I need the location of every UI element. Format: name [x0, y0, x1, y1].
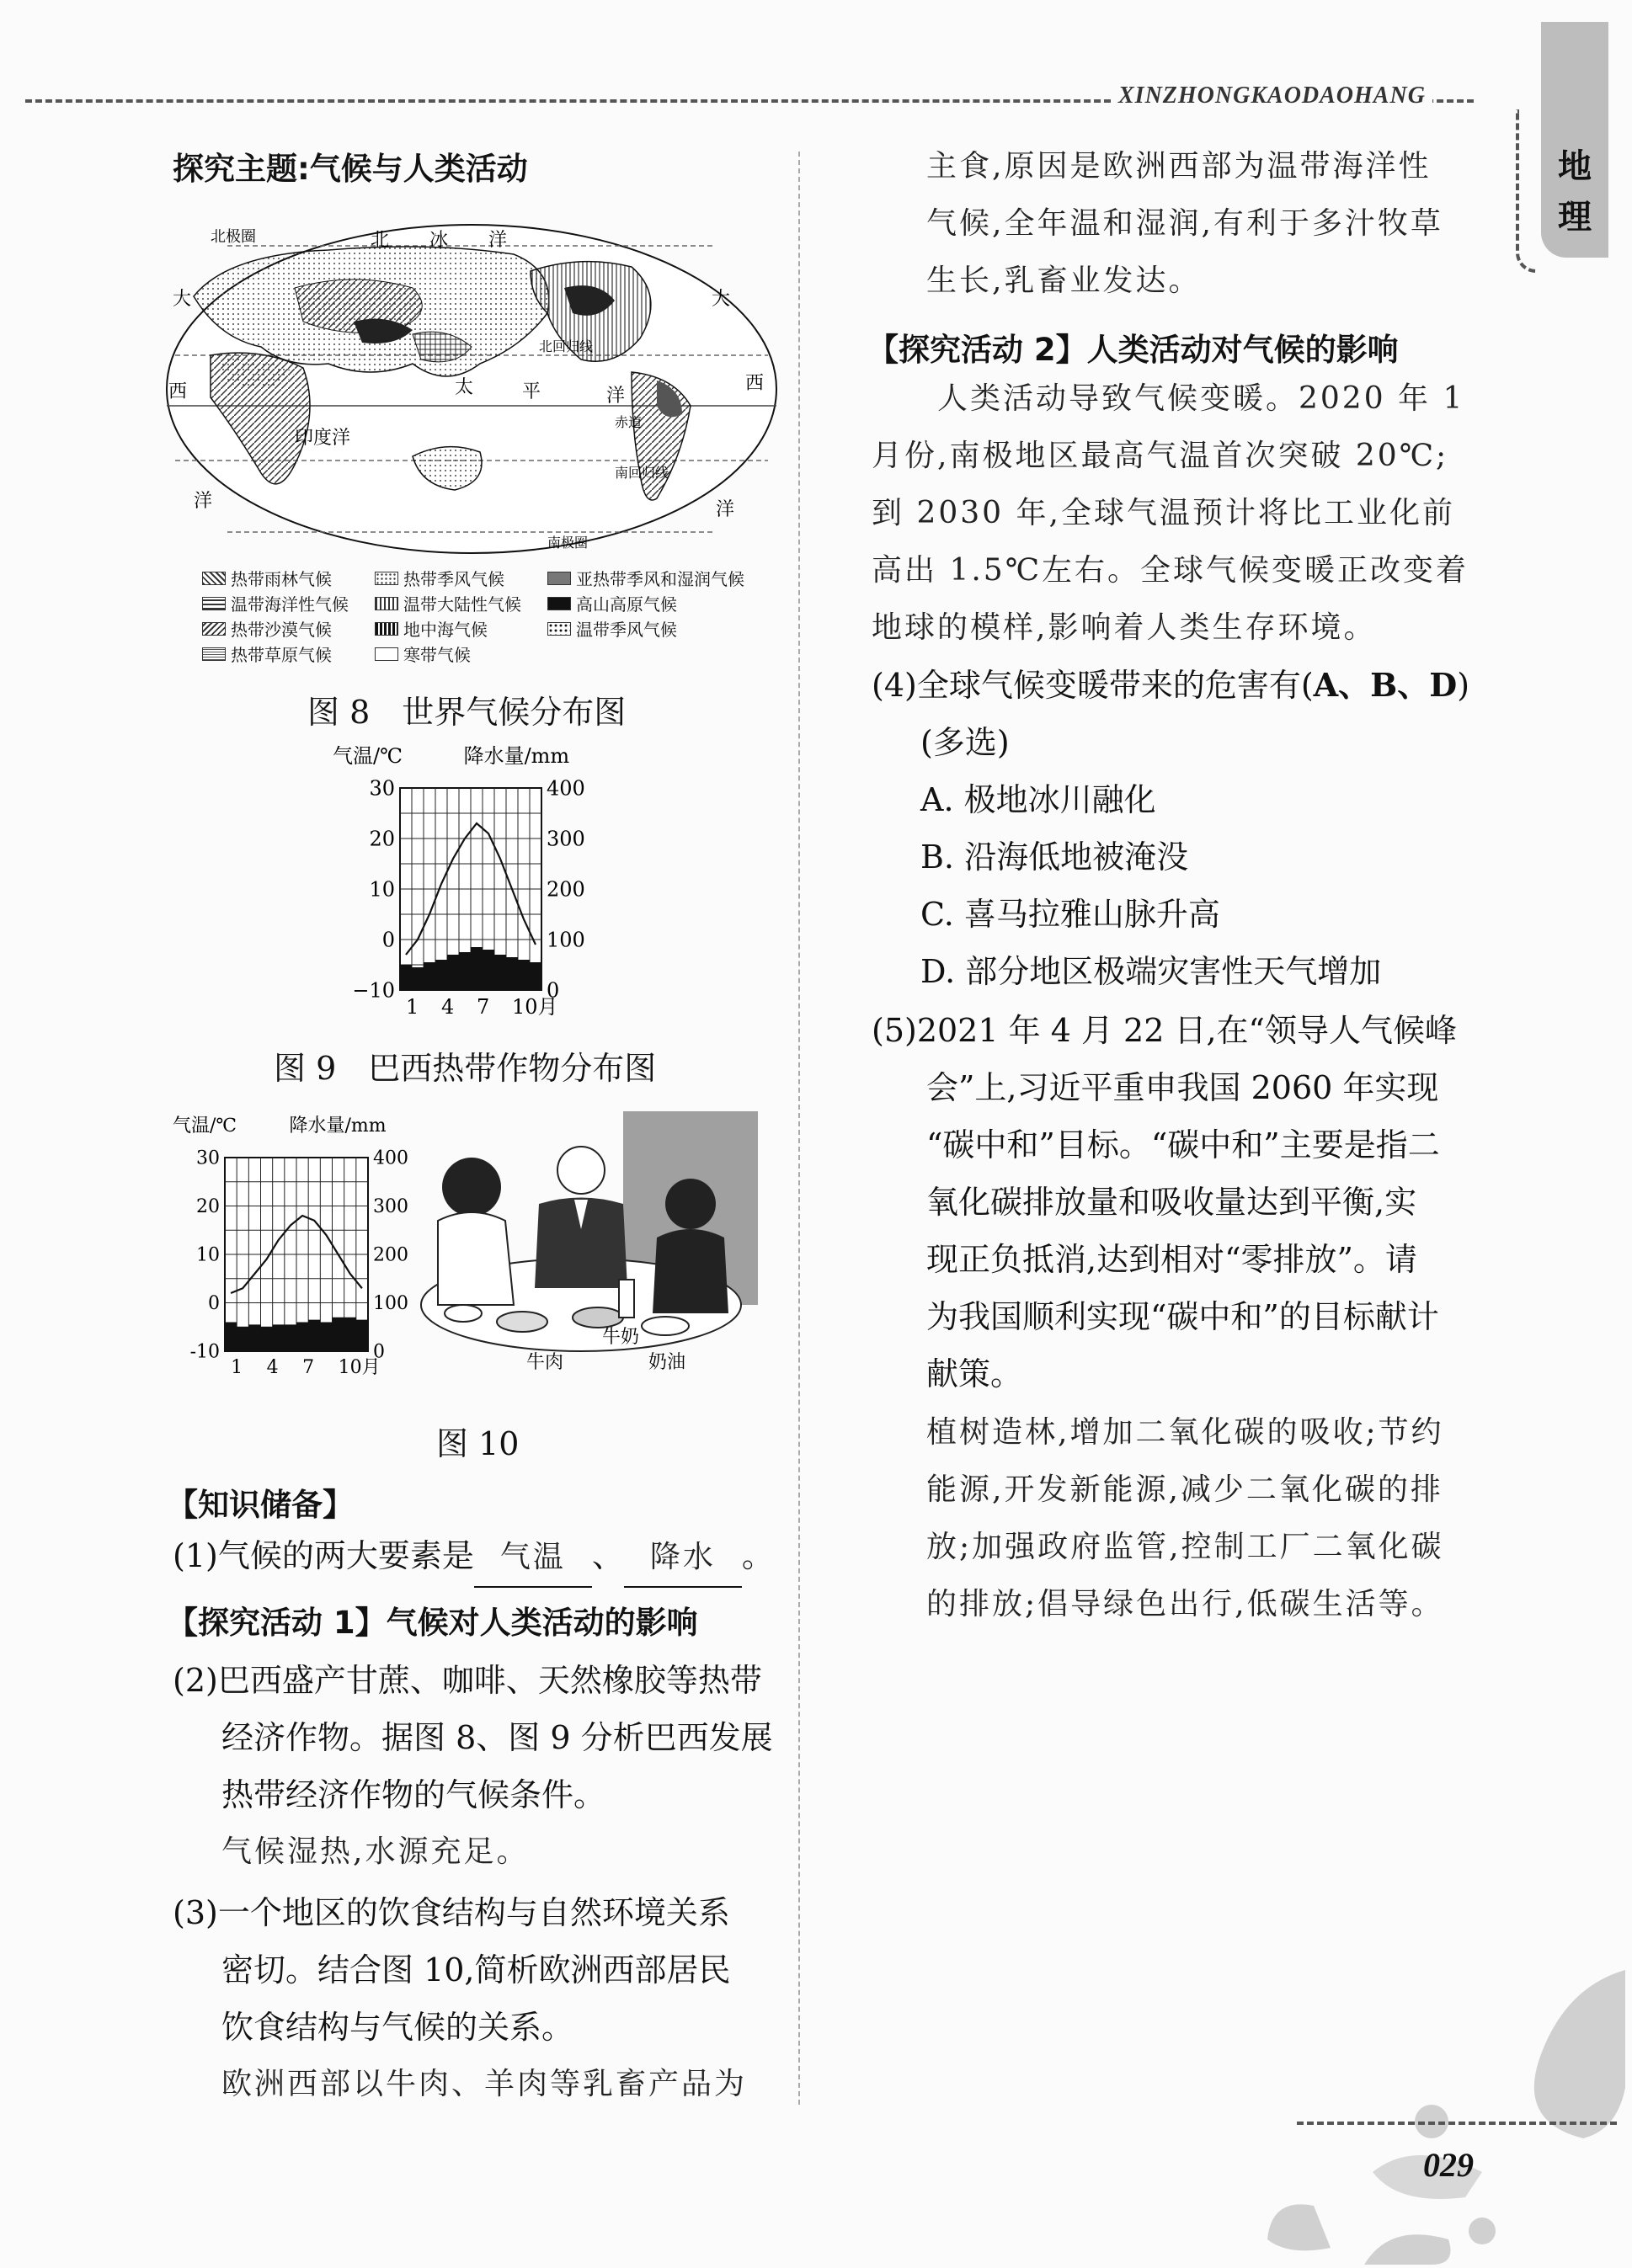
precip-tick-label: 300: [547, 827, 585, 851]
fig10-caption: 图 10: [436, 1425, 520, 1462]
map-label-tropic-cancer: 北回归线: [539, 338, 594, 354]
month-tick-label: 4: [441, 995, 455, 1019]
precip-bar: [285, 1324, 296, 1351]
precip-tick-label: 400: [373, 1147, 408, 1169]
legend-swatch: [375, 597, 398, 610]
legend-swatch: [202, 647, 226, 661]
map-label: 冰: [429, 230, 449, 251]
temp-tick-label: 10: [369, 877, 395, 902]
legend-swatch: [547, 572, 571, 585]
fig10-climate-chart: [173, 1111, 425, 1389]
picture-label-milk: 牛奶: [602, 1327, 640, 1348]
month-tick-label: 7: [302, 1357, 315, 1378]
map-label-arctic-circle: 北极圈: [211, 228, 256, 246]
map-label-equator: 赤道: [615, 414, 643, 430]
temp-tick-label: -10: [189, 1341, 220, 1363]
temp-tick-label: 0: [208, 1293, 220, 1315]
map-label: 西: [745, 373, 765, 394]
fig8-caption: 图 8 世界气候分布图: [307, 694, 627, 731]
month-tick-label: 1: [231, 1357, 243, 1378]
activity2-title: 【探究活动 2】人类活动对气候的影响: [867, 332, 1399, 368]
precip-tick-label: 100: [547, 928, 585, 952]
precip-bar: [400, 965, 412, 990]
month-tick-label: 10月: [512, 995, 558, 1019]
map-label: 大: [712, 289, 731, 310]
q1-answer-2: 降水: [624, 1529, 742, 1588]
temp-tick-label: 20: [196, 1196, 220, 1218]
precip-bar: [483, 950, 494, 990]
q3-answer-continued: 主食,原因是欧洲西部为温带海洋性 气候,全年温和湿润,有利于多汁牧草 生长,乳畜业发达。: [926, 149, 1443, 298]
header-banner: XINZHONGKAODAOHANG: [1112, 83, 1432, 109]
topic-title: 探究主题:气候与人类活动: [173, 151, 528, 187]
precip-bar: [296, 1323, 308, 1352]
legend-swatch: [202, 622, 226, 636]
q2: (2)巴西盛产甘蔗、咖啡、天然橡胶等热带 经济作物。据图 8、图 9 分析巴西发展 热带经济作物的气候条件。 气候湿热,水源充足。: [173, 1652, 787, 1881]
month-tick-label: 7: [477, 995, 490, 1019]
precip-bar: [435, 960, 447, 990]
chart-title-temp: 气温/℃: [333, 744, 403, 768]
temp-tick-label: −10: [352, 978, 395, 1003]
q2-answer: 气候湿热,水源充足。: [221, 1834, 530, 1869]
temp-tick-label: 10: [196, 1244, 220, 1266]
precip-bar: [308, 1320, 320, 1351]
precip-bar: [237, 1327, 248, 1351]
q5: (5)2021 年 4 月 22 日,在“领导人气候峰 会”上,习近平重申我国 2060 年实现 “碳中和”目标。“碳中和”主要是指二 氧化碳排放量和吸收量达到平衡,实 现正负抵消,达到相对“零排放”。请 为我国顺利实现“碳中和”的目标献计 献策。: [872, 1012, 1457, 1392]
q5-answer: 植树造林,增加二氧化碳的吸收;节约 能源,开发新能源,减少二氧化碳的排 放;加强政府监管,控制工厂二氧化碳 的排放;倡导绿色出行,低碳生活等。: [926, 1415, 1444, 1621]
temp-tick-label: 30: [369, 776, 395, 801]
map-label-indian-ocean: 印度洋: [295, 428, 351, 449]
temp-tick-label: 30: [196, 1147, 220, 1169]
legend-swatch: [202, 572, 226, 585]
precip-bar: [447, 955, 459, 990]
chart-title-precip: 降水量/mm: [463, 744, 570, 768]
q4-option-c: C. 喜马拉雅山脉升高: [920, 896, 1220, 933]
column-divider: [798, 152, 800, 2105]
q3-answer-start: 欧洲西部以牛肉、羊肉等乳畜产品为: [221, 2067, 748, 2101]
precip-bar: [225, 1323, 237, 1352]
q1-answer-1: 气温: [474, 1529, 592, 1588]
precip-bar: [261, 1327, 273, 1351]
activity2-paragraph: 人类活动导致气候变暖。2020 年 1 月份,南极地区最高气温首次突破 20℃; 到 2030 年,全球气温预计将比工业化前 高出 1.5℃左右。全球气候变暖正改变着 地球的模样,影响着人类生存环境。: [872, 381, 1469, 645]
world-climate-map: [160, 221, 783, 557]
precip-bar: [344, 1318, 356, 1351]
precip-tick-label: 300: [373, 1196, 408, 1218]
footer-divider: [1297, 2122, 1617, 2125]
map-label: 洋: [716, 499, 735, 520]
map-label: 西: [168, 381, 188, 402]
map-label-tropic-capricorn: 南回归线: [615, 465, 669, 481]
map-label: 洋: [194, 491, 213, 512]
subject-tab-label: 地 理: [1558, 147, 1592, 237]
precip-bar: [412, 967, 424, 990]
legend-swatch: [547, 597, 571, 610]
precip-bar: [320, 1323, 332, 1352]
precip-tick-label: 200: [373, 1244, 408, 1266]
precip-tick-label: 100: [373, 1293, 408, 1315]
q4-option-d: D. 部分地区极端灾害性天气增加: [920, 953, 1382, 990]
page-number: 029: [1423, 2146, 1474, 2184]
map-label: 洋: [488, 230, 508, 251]
legend-swatch: [375, 622, 398, 636]
q3: (3)一个地区的饮食结构与自然环境关系 密切。结合图 10,简析欧洲西部居民 饮食结构与气候的关系。 欧洲西部以牛肉、羊肉等乳畜产品为: [173, 1884, 787, 2113]
legend-swatch: [547, 622, 571, 636]
map-label-antarctic-circle: 南极圈: [547, 535, 589, 551]
q4: (4)全球气候变暖带来的危害有(A、B、D) (多选) A. 极地冰川融化 B. 沿海低地被淹没 C. 喜马拉雅山脉升高 D. 部分地区极端灾害性天气增加: [872, 657, 1528, 1000]
precip-bar: [506, 957, 518, 990]
legend-swatch: [375, 572, 398, 585]
temp-tick-label: 0: [381, 928, 395, 952]
month-tick-label: 1: [406, 995, 419, 1019]
precip-tick-label: 0: [547, 978, 560, 1003]
precip-bar: [494, 955, 506, 990]
fig9-caption: 图 9 巴西热带作物分布图: [274, 1050, 657, 1087]
q4-option-b: B. 沿海低地被淹没: [920, 839, 1189, 876]
map-label: 平: [522, 381, 541, 402]
month-tick-label: 10月: [338, 1357, 381, 1378]
map-legend: 热带雨林气候 热带季风气候 亚热带季风和湿润气候 温带海洋性气候 温带大陆性气候 高山高原气候 热带沙漠气候 地中海气候 温带季风气候 热带草原气候 寒带气候: [202, 566, 792, 667]
map-label: 太: [455, 377, 474, 398]
precip-bar: [530, 962, 541, 990]
precip-bar: [248, 1324, 260, 1351]
precip-bar: [471, 947, 483, 990]
fig9-climate-chart: [333, 741, 602, 1027]
knowledge-title: 【知识储备】: [167, 1487, 354, 1523]
decorative-splash: [1263, 1919, 1625, 2265]
family-dining-illustration: [413, 1111, 758, 1381]
precip-bar: [273, 1324, 285, 1351]
map-label: 北: [371, 230, 390, 251]
picture-label-beef: 牛肉: [526, 1352, 564, 1373]
chart-title-temp: 气温/℃: [173, 1115, 237, 1137]
map-label: 大: [173, 289, 192, 310]
q1: (1)气候的两大要素是 气温 、 降水 。: [173, 1527, 774, 1588]
precip-tick-label: 400: [547, 776, 585, 801]
q4-answer: A、B、D: [1313, 666, 1458, 704]
chart-title-precip: 降水量/mm: [289, 1115, 387, 1137]
legend-swatch: [375, 647, 398, 661]
precip-tick-label: 200: [547, 877, 585, 902]
precip-bar: [333, 1318, 344, 1351]
temp-tick-label: 20: [369, 827, 395, 851]
activity1-title: 【探究活动 1】气候对人类活动的影响: [167, 1605, 698, 1641]
legend-swatch: [202, 597, 226, 610]
picture-label-cream: 奶油: [648, 1352, 686, 1373]
q4-option-a: A. 极地冰川融化: [920, 781, 1156, 818]
precip-bar: [424, 962, 435, 990]
precip-bar: [459, 952, 471, 990]
precip-bar: [518, 960, 530, 990]
map-label: 洋: [606, 386, 626, 407]
precip-tick-label: 0: [373, 1341, 385, 1363]
precip-bar: [356, 1320, 368, 1351]
month-tick-label: 4: [266, 1357, 279, 1378]
